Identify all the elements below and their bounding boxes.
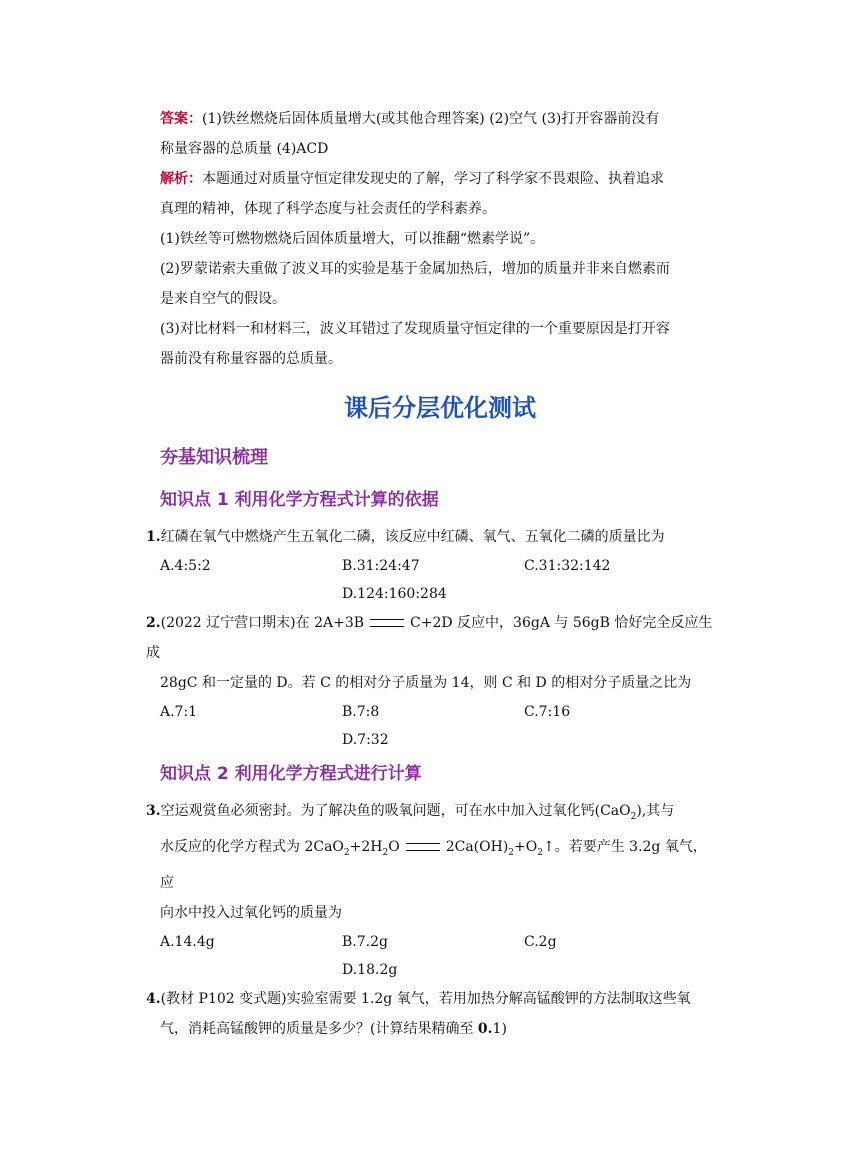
analysis-point-3-line-2: 器前没有称量容器的总质量。: [160, 351, 342, 367]
question-1-options-row-1: [160, 552, 720, 580]
option-b[interactable]: B.7:8: [342, 704, 380, 720]
question-number: 3.: [146, 803, 161, 819]
option-b[interactable]: B.7.2g: [342, 933, 388, 950]
analysis-point-3-line-1: (3)对比材料一和材料三，波义耳错过了发现质量守恒定律的一个重要原因是打开容: [160, 321, 670, 337]
analysis-point-2-line-2: 是来自空气的假设。: [160, 291, 286, 307]
section-title: 课后分层优化测试: [344, 394, 536, 422]
option-c[interactable]: C.31:32:142: [524, 558, 611, 574]
question-3-line-3: 向水中投入过氧化钙的质量为: [160, 904, 342, 921]
option-a[interactable]: A.4:5:2: [160, 558, 211, 574]
option-b[interactable]: B.31:24:47: [342, 558, 420, 574]
analysis-label: 解析：: [160, 171, 202, 187]
question-4-line-2: 气，消耗高锰酸钾的质量是多少？(计算结果精确至 0.1): [160, 1020, 507, 1037]
page-content: [146, 104, 720, 1044]
knowledge-point-1-title: 知识点 1 利用化学方程式计算的依据: [160, 490, 439, 510]
analysis-point-1: (1)铁丝等可燃物燃烧后固体质量增大，可以推翻“燃素学说”。: [160, 231, 545, 247]
option-a[interactable]: A.7:1: [160, 704, 198, 720]
answer-line-1: 答案：(1)铁丝燃烧后固体质量增大(或其他合理答案) (2)空气 (3)打开容器前没有: [160, 111, 660, 127]
subsection-title: 夯基知识梳理: [160, 447, 268, 468]
question-4-line-1: 4.(教材 P102 变式题)实验室需要 1.2g 氧气，若用加热分解高锰酸钾的方法制取这些氧: [146, 990, 691, 1007]
option-d[interactable]: D.7:32: [342, 732, 389, 748]
question-3-line-2: 水反应的化学方程式为 $2CaO_2+2H_2O$ $2Ca(OH)_2+O_2↑$。若要产生 3.2g 氧气，应: [160, 838, 707, 891]
answer-line-2: 称量容器的总质量 (4)ACD: [160, 141, 329, 157]
question-number: 1.: [146, 529, 161, 545]
knowledge-point-2-title: 知识点 2 利用化学方程式进行计算: [160, 764, 422, 784]
question-2-options-row-2: [160, 726, 720, 754]
analysis-line-2: 真理的精神，体现了科学态度与社会责任的学科素养。: [160, 201, 496, 217]
option-a[interactable]: A.14.4g: [160, 933, 215, 950]
question-2-line-1: 2.(2022 辽宁营口期末)在 2A+3B C+2D 反应中，36gA 与 56gB 恰好完全反应生成: [146, 615, 713, 661]
option-d[interactable]: D.18.2g: [342, 961, 398, 978]
analysis-line-1: 解析：本题通过对质量守恒定律发现史的了解，学习了科学家不畏艰险、执着追求: [160, 171, 664, 187]
option-c[interactable]: C.2g: [524, 933, 557, 950]
question-number: 4.: [146, 990, 161, 1007]
question-3-line-1: 3.空运观赏鱼必须密封。为了解决鱼的吸氧问题，可在水中加入过氧化钙(CaO$_2$),其与: [146, 803, 675, 822]
question-3-options-row-1: [160, 928, 720, 956]
option-c[interactable]: C.7:16: [524, 704, 571, 720]
equals-sign: [406, 843, 440, 851]
question-1-options-row-2: [160, 580, 720, 608]
analysis-point-2-line-1: (2)罗蒙诺索夫重做了波义耳的实验是基于金属加热后，增加的质量并非来自燃素而: [160, 261, 670, 277]
question-2-line-2: 28gC 和一定量的 D。若 C 的相对分子质量为 14，则 C 和 D 的相对分子质量之比为: [160, 675, 692, 691]
equals-sign: [370, 619, 404, 627]
question-1: 1.红磷在氧气中燃烧产生五氧化二磷，该反应中红磷、氧气、五氧化二磷的质量比为: [146, 529, 665, 545]
answer-label: 答案：: [160, 111, 202, 127]
question-3-options-row-2: [160, 956, 720, 984]
question-number: 2.: [146, 615, 161, 631]
question-2-options-row-1: [160, 698, 720, 726]
option-d[interactable]: D.124:160:284: [342, 586, 447, 602]
